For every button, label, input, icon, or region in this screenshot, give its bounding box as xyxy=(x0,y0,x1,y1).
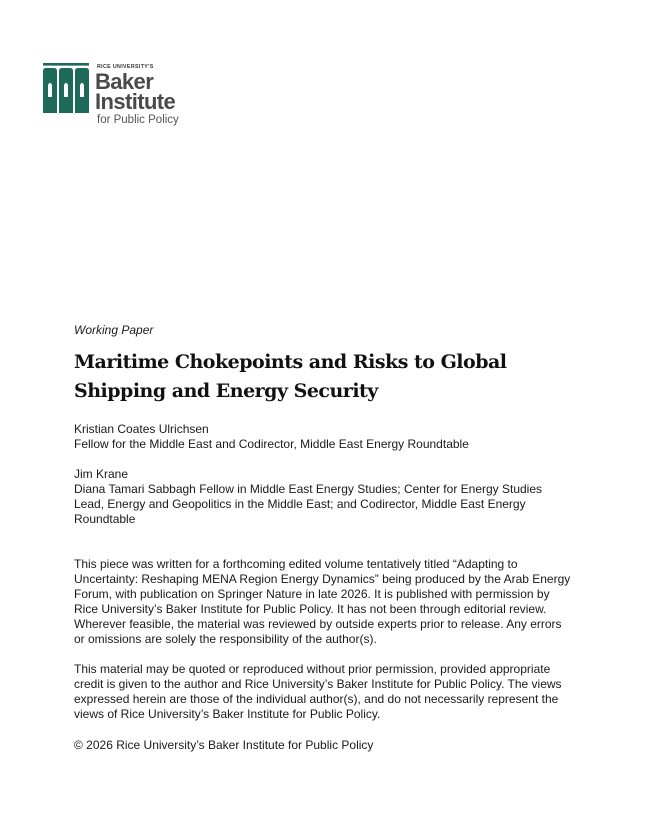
author-name: Jim Krane xyxy=(74,467,129,481)
author-block xyxy=(74,422,574,452)
document-type: Working Paper xyxy=(74,323,154,337)
author-block xyxy=(74,467,574,527)
document-title: Maritime Chokepoints and Risks to Global Shipping and Energy Security xyxy=(74,351,507,402)
author-role: Diana Tamari Sabbagh Fellow in Middle East Energy Studies; Center for Energy Studies Lead, Energy and Geopolitics in the Middle East; and Codirector, Middle East Energy Roundtable xyxy=(74,482,543,526)
copyright-notice: © 2026 Rice University’s Baker Institute for Public Policy xyxy=(74,738,374,752)
cover-content xyxy=(74,322,574,753)
logo-name-institute: Institute xyxy=(95,89,176,114)
arches-logo-icon xyxy=(43,63,91,113)
logo-university-text: RICE UNIVERSITY'S xyxy=(97,64,154,70)
author-role: Fellow for the Middle East and Codirector, Middle East Energy Roundtable xyxy=(74,437,469,451)
author-name: Kristian Coates Ulrichsen xyxy=(74,422,209,436)
permissions-paragraph: This material may be quoted or reproduced without prior permission, provided appropriate credit is given to the author and Rice University’s Baker Institute for Public Policy. The views expressed herein are those of the individual author(s), and do not necessarily represent the views of Rice University’s Baker Institute for Public Policy. xyxy=(74,662,562,721)
logo-name-baker: Baker xyxy=(95,69,154,94)
baker-institute-logo xyxy=(43,63,193,129)
publication-note-paragraph: This piece was written for a forthcoming edited volume tentatively titled “Adapting to Uncertainty: Reshaping MENA Region Energy Dynamics” being produced by the Arab Energy Forum, with publication on Springer Nature in late 2026. It is published with permission by Rice University’s Baker Institute for Public Policy. It has not been through editorial review. Wherever feasible, the material was reviewed by outside experts prior to release. Any errors or omissions are solely the responsibility of the author(s). xyxy=(74,557,571,646)
logo-tagline: for Public Policy xyxy=(97,114,179,126)
